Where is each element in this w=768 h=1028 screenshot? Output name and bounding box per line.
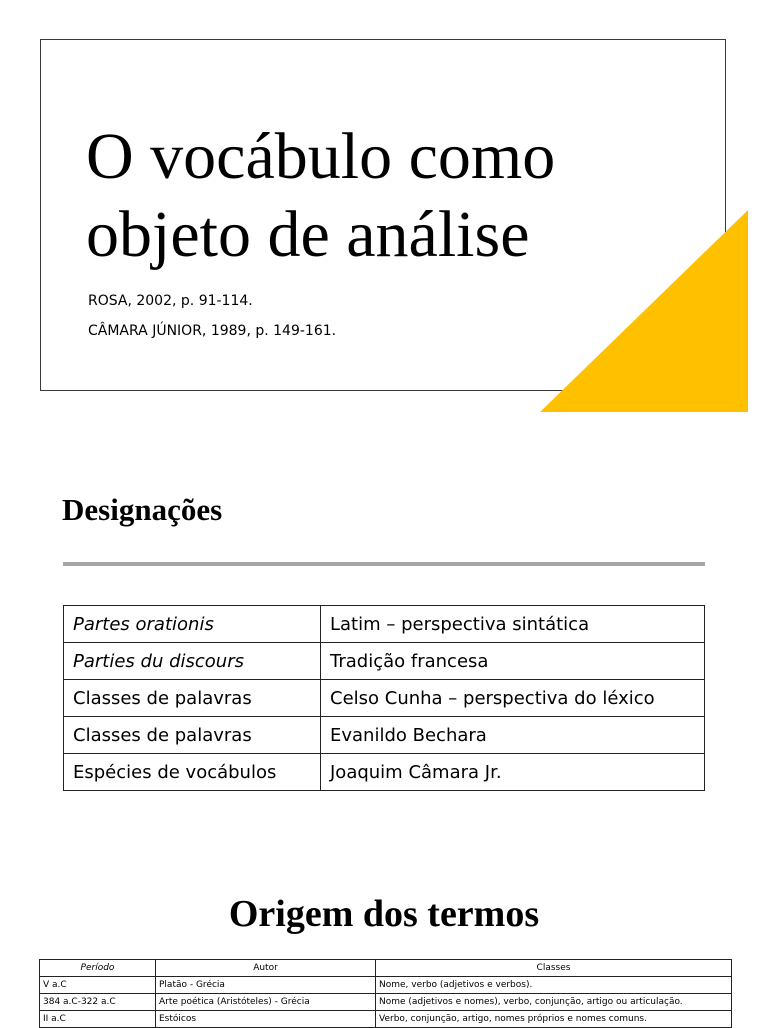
- designacoes-heading: Designações: [62, 492, 223, 527]
- term-cell: Parties du discours: [64, 643, 321, 680]
- table-row: [40, 977, 732, 994]
- periodo-cell: 384 a.C-322 a.C: [40, 994, 156, 1011]
- periodo-cell: V a.C: [40, 977, 156, 994]
- desc-cell: Evanildo Bechara: [321, 717, 705, 754]
- designacoes-table: [63, 605, 705, 791]
- table-row: [64, 643, 705, 680]
- slide-title: O vocábulo como objeto de análise: [86, 120, 556, 271]
- table-row: [64, 680, 705, 717]
- term-cell: Classes de palavras: [64, 680, 321, 717]
- table-row: [40, 994, 732, 1011]
- origem-table: [39, 959, 732, 1028]
- desc-cell: Latim – perspectiva sintática: [321, 606, 705, 643]
- term-cell: Classes de palavras: [64, 717, 321, 754]
- header-row: [40, 960, 732, 977]
- reference-1: ROSA, 2002, p. 91-114.: [88, 293, 253, 309]
- autor-cell: Arte poética (Aristóteles) - Grécia: [156, 994, 376, 1011]
- classes-cell: Nome, verbo (adjetivos e verbos).: [376, 977, 732, 994]
- autor-cell: Platão - Grécia: [156, 977, 376, 994]
- term-cell: Espécies de vocábulos: [64, 754, 321, 791]
- table-row: [64, 717, 705, 754]
- term-cell: Partes orationis: [64, 606, 321, 643]
- origem-heading: Origem dos termos: [228, 893, 540, 935]
- desc-cell: Joaquim Câmara Jr.: [321, 754, 705, 791]
- desc-cell: Tradição francesa: [321, 643, 705, 680]
- table-row: [64, 754, 705, 791]
- table-row: [64, 606, 705, 643]
- reference-2: CÂMARA JÚNIOR, 1989, p. 149-161.: [88, 323, 337, 339]
- table-row: [40, 1011, 732, 1028]
- column-header-autor: Autor: [156, 960, 376, 977]
- divider-rule: [63, 562, 705, 566]
- desc-cell: Celso Cunha – perspectiva do léxico: [321, 680, 705, 717]
- classes-cell: Nome (adjetivos e nomes), verbo, conjunção, artigo ou articulação.: [376, 994, 732, 1011]
- title-slide: [0, 0, 768, 420]
- column-header-classes: Classes: [376, 960, 732, 977]
- classes-cell: Verbo, conjunção, artigo, nomes próprios e nomes comuns.: [376, 1011, 732, 1028]
- periodo-cell: II a.C: [40, 1011, 156, 1028]
- autor-cell: Estóicos: [156, 1011, 376, 1028]
- column-header-periodo: Período: [40, 960, 156, 977]
